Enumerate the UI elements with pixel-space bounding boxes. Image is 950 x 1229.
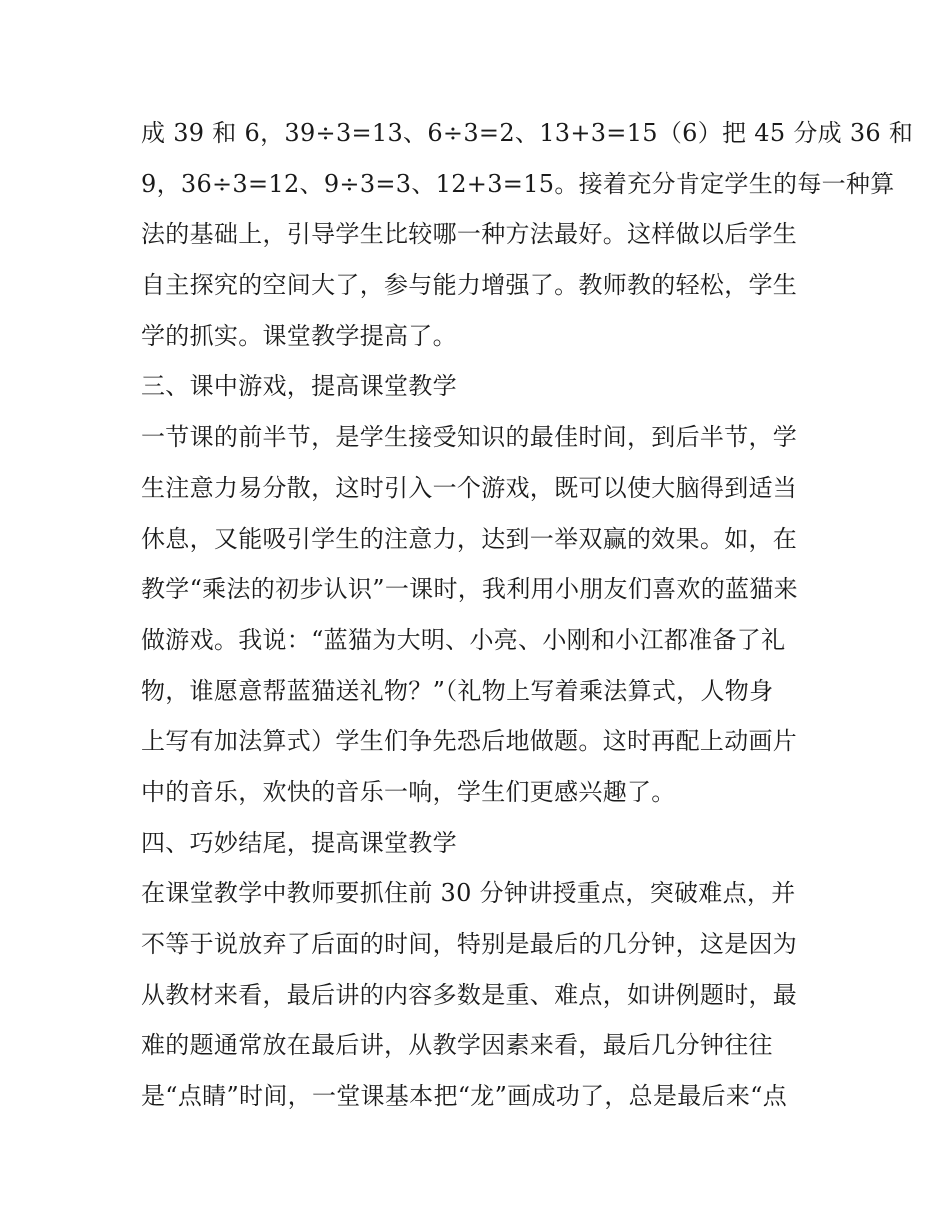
text-line: 9，36÷3=12、9÷3=3、12+3=15。接着充分肯定学生的每一种算 [141,169,895,198]
text-line: 生注意力易分散，这时引入一个游戏，既可以使大脑得到适当 [141,473,798,502]
text-line: 法的基础上，引导学生比较哪一种方法最好。这样做以后学生 [141,220,798,249]
text-line: 自主探究的空间大了，参与能力增强了。教师教的轻松，学生 [141,271,798,300]
text-line: 难的题通常放在最后讲，从教学因素来看，最后几分钟往往 [141,1031,773,1060]
document-body [141,108,914,1122]
text-line: 不等于说放弃了后面的时间，特别是最后的几分钟，这是因为 [141,930,798,958]
text-line: 中的音乐，欢快的音乐一响，学生们更感兴趣了。 [141,777,676,806]
section-heading: 三、课中游戏，提高课堂教学 [141,372,457,401]
text-line: 教学“乘法的初步认识”一课时，我利用小朋友们喜欢的蓝猫来 [141,575,798,604]
text-line: 在课堂教学中教师要抓住前 30 分钟讲授重点，突破难点，并 [141,879,796,908]
text-line: 物，谁愿意帮蓝猫送礼物？”（礼物上写着乘法算式，人物身 [141,676,774,705]
text-line: 学的抓实。课堂教学提高了。 [141,321,457,350]
text-line: 从教材来看，最后讲的内容多数是重、难点，如讲例题时，最 [141,980,798,1009]
text-line: 是“点睛”时间，一堂课基本把“龙”画成功了，总是最后来“点 [141,1082,788,1111]
text-line: 做游戏。我说：“蓝猫为大明、小亮、小刚和小江都准备了礼 [141,625,786,654]
text-line: 一节课的前半节，是学生接受知识的最佳时间，到后半节，学 [141,423,798,452]
section-heading: 四、巧妙结尾，提高课堂教学 [141,828,457,857]
text-line: 休息，又能吸引学生的注意力，达到一举双赢的效果。如，在 [141,524,798,553]
text-line: 成 39 和 6，39÷3=13、6÷3=2、13+3=15（6）把 45 分成 36 和 [141,119,914,147]
text-line: 上写有加法算式）学生们争先恐后地做题。这时再配上动画片 [141,727,798,756]
